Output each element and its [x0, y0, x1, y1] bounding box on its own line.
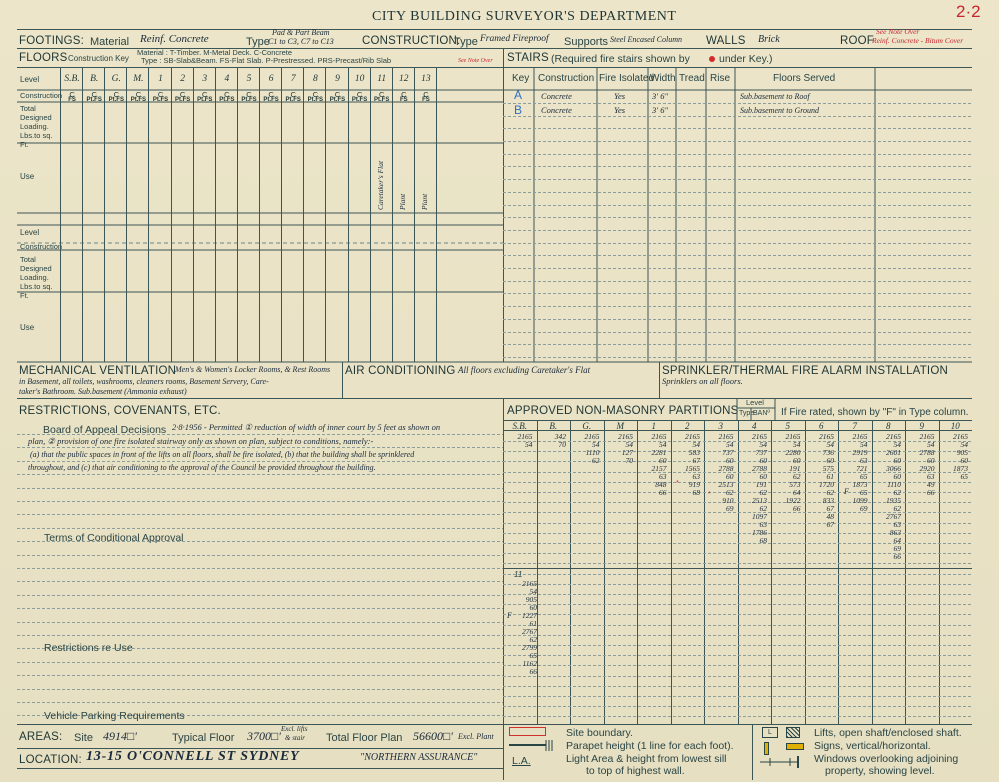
- location-rule: [17, 768, 503, 769]
- floor-type-8: Pt.FS: [241, 97, 257, 103]
- partition-level-9: 6: [819, 421, 824, 431]
- floor-material-2: C: [113, 90, 119, 99]
- partition-level-5: 2: [685, 421, 690, 431]
- floors-row-loading: Total Designed Loading. Lbs.to sq. Ft.: [20, 104, 53, 149]
- vehicle-parking-label: Vehicle Parking Requirements: [44, 710, 185, 722]
- floor-level-15: 12: [399, 74, 409, 84]
- legend-signs: Signs, vertical/horizontal.: [814, 740, 931, 752]
- stair-a-floors: Sub.basement to Roof: [740, 92, 810, 101]
- areas-typical-note1: Excl. lifts: [281, 725, 308, 733]
- bottom-divider-1: [503, 724, 504, 780]
- floor-material-14: C: [378, 90, 385, 99]
- decision-line4: throughout, and (c) that air conditioning to the approval of the Council be provided throughout the building.: [28, 463, 376, 472]
- floor-type-0: FS: [68, 97, 76, 103]
- footings-material-value: Reinf. Concrete: [140, 33, 209, 45]
- floor-level-9: 6: [268, 74, 274, 84]
- parapet-symbol: [509, 738, 554, 752]
- partition-level-0: S.B.: [512, 421, 527, 431]
- floor-type-1: Pt.FS: [86, 97, 102, 103]
- roof-label: ROOF: [840, 35, 875, 47]
- floors2-row-level: Level: [20, 228, 40, 237]
- lift-enclosed-icon: [786, 727, 800, 738]
- partitions-second-entries: 2165 54 905 60 1227 61 2767 62 2799 65 1162 66: [522, 579, 537, 676]
- floor-material-5: C: [179, 90, 186, 99]
- mech-vent-line3: taker's Bathroom. Sub.basement (Ammonia exhaust): [19, 387, 187, 396]
- decision-line3: (a) that the public spaces in front of the lifts on all floors, shall be fire isolated, (b) that the building shall be sprinklered: [30, 450, 415, 459]
- footings-type-value-1: Pad & Part Beam: [272, 28, 330, 37]
- restrictions-label: RESTRICTIONS, COVENANTS, ETC.: [19, 405, 221, 417]
- floors2-row-use: Use: [20, 323, 35, 332]
- partition-level-13: 10: [950, 421, 960, 431]
- floor-level-1: B.: [90, 74, 99, 84]
- legend-parapet: Parapet height (1 line for each foot).: [566, 740, 734, 752]
- decision-line2: plan, ② provision of one fire isolated stairway only as shown on plan, subject to conditions, namely:-: [28, 436, 374, 446]
- floors2-row-loading: Total Designed Loading. Lbs.to sq. Ft.: [20, 255, 53, 300]
- roof-value: Reinf. Concrete - Bitum Cover: [872, 36, 964, 45]
- partitions-second-level: 11: [514, 570, 523, 579]
- partition-entries-9: 2165 54 736 60 575 61 1720 62 833 67 48 67: [819, 432, 834, 529]
- floor-level-14: 11: [377, 74, 387, 84]
- mech-vent-line2: in Basement, all toilets, washrooms, cleaners rooms, Basement Servery, Care-: [19, 377, 269, 386]
- floor-level-2: G.: [111, 74, 121, 84]
- stair-key-b: B: [514, 103, 523, 117]
- stair-key-a: A: [514, 88, 523, 102]
- legend-light-area-1: Light Area & height from lowest sill: [566, 753, 727, 765]
- floor-material-0: C: [69, 90, 75, 99]
- stair-b-construction: Concrete: [541, 105, 572, 115]
- construction-label: CONSTRUCTION:: [362, 35, 461, 47]
- floor-material-11: C: [312, 90, 319, 99]
- floor-level-3: M.: [133, 74, 144, 84]
- stair-a-width: 3' 6": [652, 91, 669, 101]
- floor-level-10: 7: [290, 74, 296, 84]
- partitions-fire-note: If Fire rated, shown by "F" in Type column.: [781, 407, 969, 418]
- floors-row-level: Level: [20, 75, 40, 84]
- partitions-f-mark-1: F: [507, 611, 512, 620]
- partition-entries-3: 2165 54 127 70: [618, 432, 633, 465]
- floors2-row-construction: Construction: [20, 242, 63, 251]
- floors-title: FLOORS: [19, 52, 68, 64]
- partition-entries-10: 2165 54 2919 63 721 65 1873 65 1099 69: [852, 432, 868, 513]
- stair-b-floors: Sub.basement to Ground: [740, 106, 820, 115]
- roof-note: See Note Over: [876, 27, 920, 36]
- partition-level-1: B.: [549, 421, 558, 431]
- areas-total-note: Excl. Plant: [458, 732, 494, 741]
- floor-material-3: C: [135, 90, 142, 99]
- sign-vertical-icon: [764, 742, 769, 755]
- construction-type-label: Type: [454, 36, 478, 48]
- red-tick-1: *: [676, 480, 679, 487]
- mech-vent-line1: Men's & Women's Locker Rooms, & Rest Rooms: [175, 365, 331, 374]
- mech-vent-label: MECHANICAL VENTILATION: [19, 365, 177, 377]
- floor-level-6: 3: [202, 74, 208, 84]
- floor-level-0: S.B.: [64, 74, 80, 84]
- stairs-subtitle-after: under Key.): [719, 53, 773, 65]
- floors-note-over: See Note Over: [458, 58, 493, 64]
- location-value: 13-15 O'CONNELL ST SYDNEY: [86, 749, 300, 764]
- sign-horizontal-icon: [786, 743, 804, 750]
- floors-row-construction: Construction: [20, 91, 63, 100]
- stairs-col-tread: Tread: [679, 73, 705, 84]
- floor-type-12: Pt.FS: [329, 97, 346, 103]
- floor-material-4: C: [157, 90, 164, 99]
- stairs-col-construction: Construction: [538, 73, 595, 84]
- floor-material-6: C: [202, 90, 208, 99]
- lift-open-icon: [762, 727, 778, 738]
- stairs-col-key: Key: [512, 73, 530, 84]
- partition-entries-12: 2165 54 2788 60 2920 63 49 66: [919, 432, 935, 497]
- partition-level-11: 8: [886, 421, 891, 431]
- stairs-title: STAIRS: [507, 52, 549, 64]
- partitions-level-label: Level: [746, 398, 764, 407]
- floor-material-7: C: [224, 90, 230, 99]
- floor-material-12: C: [334, 90, 341, 99]
- air-conditioning-label: AIR CONDITIONING: [345, 365, 456, 377]
- site-boundary-symbol: [509, 727, 546, 736]
- walls-label: WALLS: [706, 35, 746, 47]
- board-appeal-label: Board of Appeal Decisions: [43, 424, 167, 436]
- walls-value: Brick: [758, 34, 780, 45]
- building-name: "NORTHERN ASSURANCE": [360, 752, 478, 763]
- stairs-subtitle-before: (Required fire stairs shown by: [551, 53, 690, 65]
- areas-typical-value: 3700□': [247, 729, 281, 743]
- floor-use-11: Caretaker's Flat: [375, 160, 385, 210]
- floor-level-16: 13: [421, 74, 431, 84]
- department-title: CITY BUILDING SURVEYOR'S DEPARTMENT: [372, 9, 677, 24]
- floor-type-3: Pt.FS: [130, 97, 147, 103]
- restrictions-use-label: Restrictions re Use: [44, 642, 133, 654]
- floor-level-5: 2: [180, 74, 185, 84]
- type-key: Type : SB-Slab&Beam. FS-Flat Slab. P-Prestressed. PRS-Precast/Rib Slab: [141, 56, 392, 65]
- terms-label: Terms of Conditional Approval: [44, 532, 184, 544]
- bottom-top-rule: [17, 724, 972, 725]
- floor-type-6: Pt.FS: [197, 97, 213, 103]
- stair-a-construction: Concrete: [541, 91, 572, 101]
- partition-entries-11: 2165 54 2601 60 3066 60 1110 62 1935 62 2767 63 863 64 69 66: [886, 432, 901, 561]
- stair-b-width: 3' 6": [652, 105, 669, 115]
- red-tick-2: *: [708, 491, 711, 498]
- decision-line1: 2·8·1956 - Permitted ① reduction of width of inner court by 5 feet as shown on: [172, 422, 441, 432]
- floor-use-12: Plant: [397, 193, 407, 210]
- floor-material-10: C: [290, 90, 296, 99]
- floor-type-10: Pt.FS: [285, 97, 301, 103]
- stairs-col-rise: Rise: [710, 73, 731, 84]
- floor-level-13: 10: [354, 74, 365, 84]
- floor-type-11: Pt.FS: [307, 97, 323, 103]
- floors-row-use: Use: [20, 172, 35, 181]
- floor-type-15: FS: [399, 97, 408, 103]
- partitions-title: APPROVED NON-MASONRY PARTITIONS: [507, 405, 739, 417]
- legend-site-boundary: Site boundary.: [566, 727, 633, 739]
- floor-type-9: Pt.FS: [263, 97, 279, 103]
- partition-entries-13: 2165 54 905 60 1873 65: [953, 432, 968, 481]
- areas-label: AREAS:: [19, 731, 63, 743]
- floor-material-16: C: [423, 90, 429, 99]
- footings-type-value-2: C1 to C3, C7 to C13: [268, 37, 334, 46]
- areas-total-label: Total Floor Plan: [326, 732, 403, 744]
- floor-type-16: FS: [422, 97, 430, 103]
- partition-level-4: 1: [651, 421, 656, 431]
- lift-symbol-text: L: [768, 729, 772, 736]
- floor-type-7: Pt.FS: [219, 97, 235, 103]
- partition-entries-4: 2165 54 2281 60 2157 63 848 66: [651, 432, 667, 497]
- legend-light-area-2: to top of highest wall.: [586, 765, 685, 777]
- partition-level-2: G.: [582, 421, 592, 431]
- floor-material-1: C: [91, 90, 97, 99]
- partition-entries-1: 342 70: [554, 432, 566, 449]
- floor-material-8: C: [246, 90, 252, 99]
- partition-level-3: M: [616, 421, 624, 431]
- sheet-number: 2·2: [956, 2, 981, 21]
- legend-windows-2: property, showing level.: [825, 765, 935, 777]
- floor-level-11: 8: [312, 74, 318, 84]
- floor-material-9: C: [268, 90, 274, 99]
- partition-level-10: 7: [852, 421, 857, 431]
- legend-windows-1: Windows overlooking adjoining: [814, 753, 959, 765]
- areas-typical-label: Typical Floor: [172, 732, 235, 744]
- partition-entries-2: 2165 54 1110 62: [584, 432, 600, 465]
- construction-type-value: Framed Fireproof: [480, 34, 549, 44]
- floor-use-13: Plant: [419, 193, 429, 210]
- stairs-col-width: Width: [650, 73, 676, 84]
- legend-la-symbol: L.A.: [512, 755, 531, 767]
- sprinkler-value: Sprinklers on all floors.: [662, 376, 743, 386]
- air-conditioning-value: All floors excluding Caretaker's Flat: [458, 365, 591, 375]
- partitions-ban-label: BANº: [753, 410, 770, 417]
- partitions-f-mark-2: F: [844, 487, 849, 496]
- partition-entries-0: 2165 54: [517, 432, 533, 449]
- areas-site-value: 4914□': [103, 729, 137, 743]
- floor-type-13: Pt.FS: [351, 97, 368, 103]
- partition-entries-6: 2165 54 737 60 2788 60 2513 62 910 69: [718, 432, 734, 513]
- sprinkler-label: SPRINKLER/THERMAL FIRE ALARM INSTALLATION: [662, 365, 948, 377]
- stair-b-fire-isolated: Yes: [614, 105, 626, 115]
- areas-typical-note2: & stair: [285, 734, 306, 742]
- floor-level-7: 4: [224, 74, 230, 84]
- window-symbol-icon: [760, 756, 806, 768]
- footings-label: FOOTINGS:: [19, 35, 85, 47]
- partition-level-7: 4: [752, 421, 757, 431]
- floor-level-12: 9: [335, 74, 340, 84]
- floor-level-8: 5: [246, 74, 252, 84]
- floor-type-5: Pt.FS: [174, 97, 191, 103]
- stair-a-fire-isolated: Yes: [614, 91, 626, 101]
- stairs-col-floors-served: Floors Served: [773, 73, 836, 84]
- partitions-type-label: Type: [739, 410, 755, 417]
- areas-total-value: 56600□': [413, 729, 453, 743]
- floor-type-4: Pt.FS: [152, 97, 169, 103]
- location-label: LOCATION:: [19, 754, 82, 766]
- construction-supports-value: Steel Encased Column: [610, 35, 682, 44]
- partition-level-12: 9: [919, 421, 924, 431]
- floor-type-14: Pt.FS: [374, 97, 390, 103]
- material-key: Material : T-Timber. M-Metal Deck. C-Concrete: [137, 48, 293, 57]
- legend-lifts: Lifts, open shaft/enclosed shaft.: [814, 727, 962, 739]
- construction-key-label: Construction Key: [68, 54, 129, 63]
- partition-entries-7: 2165 54 737 60 2788 60 191 62 2513 62 1097 63 1786 68: [752, 432, 767, 545]
- areas-site-label: Site: [74, 732, 93, 744]
- floor-material-13: C: [356, 90, 363, 99]
- partition-level-6: 3: [718, 421, 723, 431]
- partition-entries-5: 2165 54 583 67 1565 63 919 68: [685, 432, 700, 497]
- footings-material-label: Material: [90, 36, 130, 48]
- stairs-col-fire-isolated: Fire Isolated: [599, 73, 655, 84]
- floor-material-15: C: [401, 90, 407, 99]
- footings-type-label: Type: [246, 36, 270, 48]
- floor-type-2: Pt.FS: [108, 97, 124, 103]
- bottom-divider-2: [752, 724, 753, 780]
- partition-level-8: 5: [785, 421, 790, 431]
- construction-supports-label: Supports: [564, 36, 609, 48]
- partition-entries-8: 2165 54 2280 60 191 62 573 64 1922 66: [785, 432, 801, 513]
- floor-level-4: 1: [158, 74, 163, 84]
